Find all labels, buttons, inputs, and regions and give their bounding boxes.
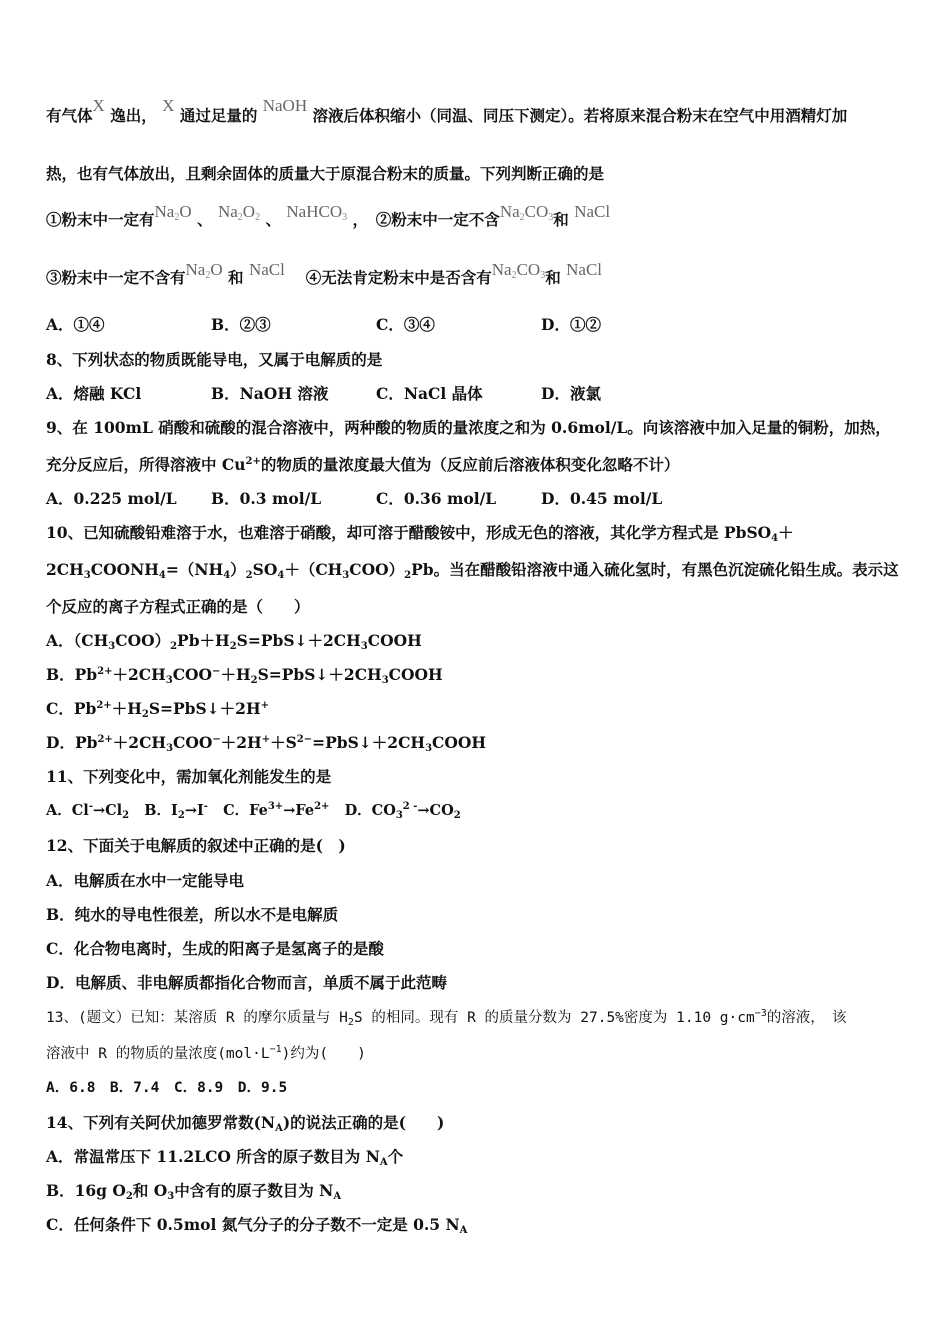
q12-option-d[interactable]: D．电解质、非电解质都指化合物而言，单质不属于此范畴 [46, 973, 447, 992]
q8-option-d[interactable]: D．液氯 [541, 384, 601, 403]
formula-nacl: NaCl [566, 260, 603, 279]
q12-option-b[interactable]: B．纯水的导电性很差，所以水不是电解质 [46, 905, 339, 924]
q10-option-b[interactable]: B．$Pb^{2+}+2CH_3COO^-+H_2S=PbS↓+2CH_3COOH$ [46, 665, 443, 686]
q8-option-b[interactable]: B．NaOH 溶液 [211, 384, 329, 403]
q12-option-a[interactable]: A．电解质在水中一定能导电 [46, 871, 245, 890]
q12-option-c[interactable]: C．化合物电离时，生成的阳离子是氢离子的是酸 [46, 939, 384, 958]
q7-statement-3-4: ③粉末中一定不含有$Na_2O$ 和 NaCl ④无法肯定粉末中是否含有$Na_2CO_3$和 NaCl [46, 260, 603, 287]
q13-line-2: 溶液中 R 的物质的量浓度$(mol\cdot L^{-1})$约为( ) [46, 1044, 366, 1062]
q7-line-2: 热，也有气体放出，且剩余固体的质量大于原混合粉末的质量。下列判断正确的是 [46, 164, 605, 183]
q9-option-b[interactable]: B．0.3 mol/L [211, 489, 322, 508]
formula-na2o: $Na_2O$ [185, 260, 223, 281]
q10-line-3: 个反应的离子方程式正确的是（ ） [46, 597, 310, 616]
q14-option-a[interactable]: A．常温常压下 11.2LCO 所含的原子数目为 $N_A$个 [46, 1147, 404, 1168]
q13-line-1: 13、(题文）已知：某溶质 R 的摩尔质量与 $H_2S$ 的相同。现有 R 的质量分数为 27.5%密度为 1.10 $g\cdot cm^{-3}$的溶液， 该 [46, 1008, 847, 1028]
q13-options[interactable]: A．6.8 B．7.4 C．8.9 D．9.5 [46, 1080, 288, 1096]
q11-options [46, 801, 461, 821]
q11-option-d[interactable]: D．$CO_3^{2 -}\to CO_2$ [344, 801, 461, 821]
q10-line-1: 10、已知硫酸铅难溶于水，也难溶于硝酸，却可溶于醋酸铵中，形成无色的溶液，其化学方程式是 PbSO$_4$＋ [46, 523, 794, 544]
q9-line-2: 充分反应后，所得溶液中 $Cu^{2+}$的物质的量浓度最大值为（反应前后溶液体积变化忽略不计） [46, 455, 680, 474]
q9-line-1: 9、在 100mL 硝酸和硫酸的混合溶液中，两种酸的物质的量浓度之和为 0.6mol/L。向该溶液中加入足量的铜粉，加热， [46, 418, 891, 437]
q7-statement-1-2: ①粉末中一定有$Na_2O$ 、 $Na_2O_2$ 、 NaHCO$_3$ ， ②粉末中一定不含$Na_2CO_3$和 NaCl [46, 202, 611, 229]
q10-option-c[interactable]: C．$Pb^{2+}+H_2S=PbS↓+2H^+$ [46, 699, 269, 720]
formula-na2o2: $Na_2O_2$ [217, 202, 261, 223]
q7-option-a[interactable]: A．①④ [46, 315, 105, 334]
q7-option-b[interactable]: B．②③ [211, 315, 271, 334]
symbol-x: X [162, 96, 175, 115]
q12-stem: 12、下面关于电解质的叙述中正确的是( ) [46, 836, 346, 855]
q11-option-c[interactable]: C．$Fe^{3+}\to Fe^{2+}$ [223, 801, 330, 819]
q10-option-a[interactable]: A．$(CH_3COO)_2Pb+H_2S=PbS↓+2CH_3COOH$ [46, 631, 422, 652]
q8-option-a[interactable]: A．熔融 KCl [46, 384, 142, 403]
q11-option-a[interactable]: A．$Cl^-\to Cl_2$ [46, 801, 130, 821]
q11-option-b[interactable]: B．$I_2\to I^-$ [144, 801, 208, 821]
q8-option-c[interactable]: C．NaCl 晶体 [376, 384, 483, 403]
q14-option-b[interactable]: B．16g $O_2$和 $O_3$中含有的原子数目为 $N_A$ [46, 1181, 342, 1202]
q7-option-c[interactable]: C．③④ [376, 315, 435, 334]
formula-na2co3: $Na_2CO_3$ [499, 202, 554, 223]
q14-option-c[interactable]: C．任何条件下 0.5mol 氮气分子的分子数不一定是 0.5 $N_A$ [46, 1215, 468, 1236]
q9-option-d[interactable]: D．0.45 mol/L [541, 489, 663, 508]
q10-line-2: $2CH_3COONH_4=(NH_4)_2SO_4+(CH_3COO)_2Pb$。当在醋酸铅溶液中通入硫化氢时，有黑色沉淀硫化铅生成。表示这 [46, 560, 899, 581]
q8-stem: 8、下列状态的物质既能导电，又属于电解质的是 [46, 350, 383, 369]
q7-line-1: 有气体X 逸出， X 通过足量的 NaOH 溶液后体积缩小（同温、同压下测定）。若将原来混合粉末在空气中用酒精灯加 [46, 96, 848, 125]
formula-na2o: $Na_2O$ [154, 202, 192, 223]
q14-stem: 14、下列有关阿伏加德罗常数$(N_A)$的说法正确的是( ) [46, 1113, 445, 1134]
symbol-x: X [92, 96, 105, 115]
q7-option-d[interactable]: D．①② [541, 315, 601, 334]
formula-na2co3: $Na_2CO_3$ [491, 260, 546, 281]
formula-naoh: NaOH [262, 96, 308, 115]
formula-nahco3: NaHCO$_3$ [286, 202, 348, 223]
q9-option-c[interactable]: C．0.36 mol/L [376, 489, 497, 508]
q9-option-a[interactable]: A．0.225 mol/L [46, 489, 177, 508]
formula-nacl: NaCl [248, 260, 285, 279]
formula-nacl: NaCl [574, 202, 611, 221]
q10-option-d[interactable]: D．$Pb^{2+}+2CH_3COO^-+2H^++S^{2-}=PbS↓+2CH_3COOH$ [46, 733, 487, 754]
q11-stem: 11、下列变化中，需加氧化剂能发生的是 [46, 767, 332, 786]
